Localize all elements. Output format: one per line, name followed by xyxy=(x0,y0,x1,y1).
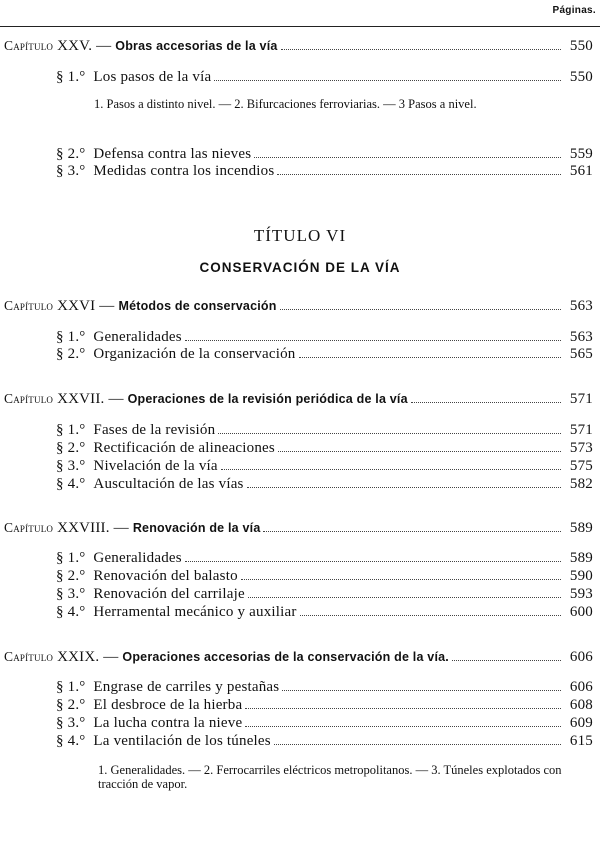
section-title: Defensa contra las nieves xyxy=(93,146,252,162)
section-title: Los pasos de la vía xyxy=(93,69,212,85)
section-mark: § 4.° xyxy=(56,476,86,492)
dot-leader xyxy=(280,309,561,310)
section-title: El desbroce de la hierba xyxy=(93,697,243,713)
section-mark: § 3.° xyxy=(56,586,86,602)
dot-leader xyxy=(299,357,562,358)
page-number: 563 xyxy=(569,298,593,314)
dot-leader xyxy=(185,561,561,562)
chapter-title: Renovación de la vía xyxy=(132,521,261,535)
section-note: 1. Pasos a distinto nivel. — 2. Bifurcaciones ferroviarias. — 3 Pasos a nivel. xyxy=(94,97,477,111)
page-number: 563 xyxy=(569,329,593,345)
section-title: Medidas contra los incendios xyxy=(93,163,275,179)
section-title: Renovación del balasto xyxy=(93,568,238,584)
dot-leader xyxy=(214,80,561,81)
dot-leader xyxy=(248,597,561,598)
section-title: La ventilación de los túneles xyxy=(93,733,271,749)
section-mark: § 2.° xyxy=(56,146,86,162)
page-number: 589 xyxy=(569,520,593,536)
page-number: 606 xyxy=(569,679,593,695)
page-number: 550 xyxy=(569,69,593,85)
dot-leader xyxy=(241,579,561,580)
section-entry xyxy=(56,163,593,180)
section-mark: § 1.° xyxy=(56,329,86,345)
titulo-heading: TÍTULO VI xyxy=(253,226,347,245)
dot-leader xyxy=(278,451,561,452)
section-entry xyxy=(56,346,593,363)
chapter-word: Capítulo xyxy=(4,38,54,53)
dot-leader xyxy=(245,726,561,727)
section-entry xyxy=(56,458,593,475)
section-mark: § 3.° xyxy=(56,163,86,179)
section-mark: § 1.° xyxy=(56,69,86,85)
section-mark: § 3.° xyxy=(56,458,86,474)
page-number: 589 xyxy=(569,550,593,566)
paginas-header: Páginas. xyxy=(552,5,596,16)
section-entry xyxy=(56,679,593,696)
page-number: 615 xyxy=(569,733,593,749)
section-title: Generalidades xyxy=(93,550,182,566)
chapter-title: Operaciones accesorias de la conservación de la vía. xyxy=(122,650,449,664)
section-entry xyxy=(56,329,593,346)
chapter-entry xyxy=(4,520,593,537)
page-number: 571 xyxy=(569,391,593,407)
dot-leader xyxy=(411,402,561,403)
section-entry xyxy=(56,604,593,621)
chapter-entry xyxy=(4,649,593,666)
page-number: 559 xyxy=(569,146,593,162)
chapter-entry xyxy=(4,391,593,408)
section-mark: § 3.° xyxy=(56,715,86,731)
section-entry xyxy=(56,69,593,86)
section-title: Fases de la revisión xyxy=(93,422,216,438)
dot-leader xyxy=(300,615,561,616)
page-number: 609 xyxy=(569,715,593,731)
section-mark: § 4.° xyxy=(56,733,86,749)
page-number: 590 xyxy=(569,568,593,584)
chapter-number: XXVII. — xyxy=(57,391,124,407)
section-title: Engrase de carriles y pestañas xyxy=(93,679,280,695)
page-number: 593 xyxy=(569,586,593,602)
section-entry xyxy=(56,550,593,567)
dot-leader xyxy=(263,531,561,532)
dot-leader xyxy=(277,174,561,175)
section-note: 1. Generalidades. — 2. Ferrocarriles eléctricos metropolitanos. — 3. Túneles explotados con tracción de vapor. xyxy=(98,763,562,791)
chapter-word: Capítulo xyxy=(4,520,54,535)
section-mark: § 2.° xyxy=(56,568,86,584)
section-title: Organización de la conservación xyxy=(93,346,296,362)
dot-leader xyxy=(452,660,561,661)
chapter-title: Obras accesorias de la vía xyxy=(115,39,278,53)
header-rule xyxy=(0,26,600,27)
chapter-number: XXVI — xyxy=(57,298,115,314)
section-entry xyxy=(56,440,593,457)
section-title: Herramental mecánico y auxiliar xyxy=(93,604,297,620)
section-entry xyxy=(56,568,593,585)
page-number: 561 xyxy=(569,163,593,179)
dot-leader xyxy=(281,49,561,50)
page-number: 573 xyxy=(569,440,593,456)
section-entry xyxy=(56,733,593,750)
dot-leader xyxy=(282,690,561,691)
chapter-number: XXVIII. — xyxy=(57,520,129,536)
page-number: 582 xyxy=(569,476,593,492)
page-number: 606 xyxy=(569,649,593,665)
chapter-number: XXV. — xyxy=(57,38,112,54)
chapter-word: Capítulo xyxy=(4,649,54,664)
page-number: 575 xyxy=(569,458,593,474)
section-entry xyxy=(56,715,593,732)
dot-leader xyxy=(247,487,561,488)
chapter-number: XXIX. — xyxy=(57,649,119,665)
dot-leader xyxy=(254,157,561,158)
chapter-title: Operaciones de la revisión periódica de la vía xyxy=(127,392,408,406)
dot-leader xyxy=(185,340,561,341)
titulo-subheading: CONSERVACIÓN DE LA VÍA xyxy=(199,260,401,275)
section-entry xyxy=(56,422,593,439)
dot-leader xyxy=(218,433,561,434)
section-title: Rectificación de alineaciones xyxy=(93,440,275,456)
chapter-word: Capítulo xyxy=(4,391,54,406)
section-entry xyxy=(56,146,593,163)
section-mark: § 1.° xyxy=(56,422,86,438)
section-mark: § 1.° xyxy=(56,550,86,566)
section-mark: § 2.° xyxy=(56,440,86,456)
dot-leader xyxy=(274,744,561,745)
section-title: Generalidades xyxy=(93,329,182,345)
section-entry xyxy=(56,586,593,603)
section-title: Renovación del carrilaje xyxy=(93,586,245,602)
section-entry xyxy=(56,697,593,714)
page-number: 608 xyxy=(569,697,593,713)
page-number: 571 xyxy=(569,422,593,438)
page-number: 600 xyxy=(569,604,593,620)
chapter-entry xyxy=(4,298,593,315)
chapter-entry xyxy=(4,38,593,55)
section-entry xyxy=(56,476,593,493)
section-title: La lucha contra la nieve xyxy=(93,715,243,731)
section-title: Auscultación de las vías xyxy=(93,476,244,492)
chapter-title: Métodos de conservación xyxy=(118,299,277,313)
section-mark: § 2.° xyxy=(56,346,86,362)
dot-leader xyxy=(245,708,561,709)
section-mark: § 2.° xyxy=(56,697,86,713)
section-mark: § 1.° xyxy=(56,679,86,695)
page-number: 565 xyxy=(569,346,593,362)
section-title: Nivelación de la vía xyxy=(93,458,218,474)
chapter-word: Capítulo xyxy=(4,298,54,313)
dot-leader xyxy=(221,469,561,470)
section-mark: § 4.° xyxy=(56,604,86,620)
page-number: 550 xyxy=(569,38,593,54)
